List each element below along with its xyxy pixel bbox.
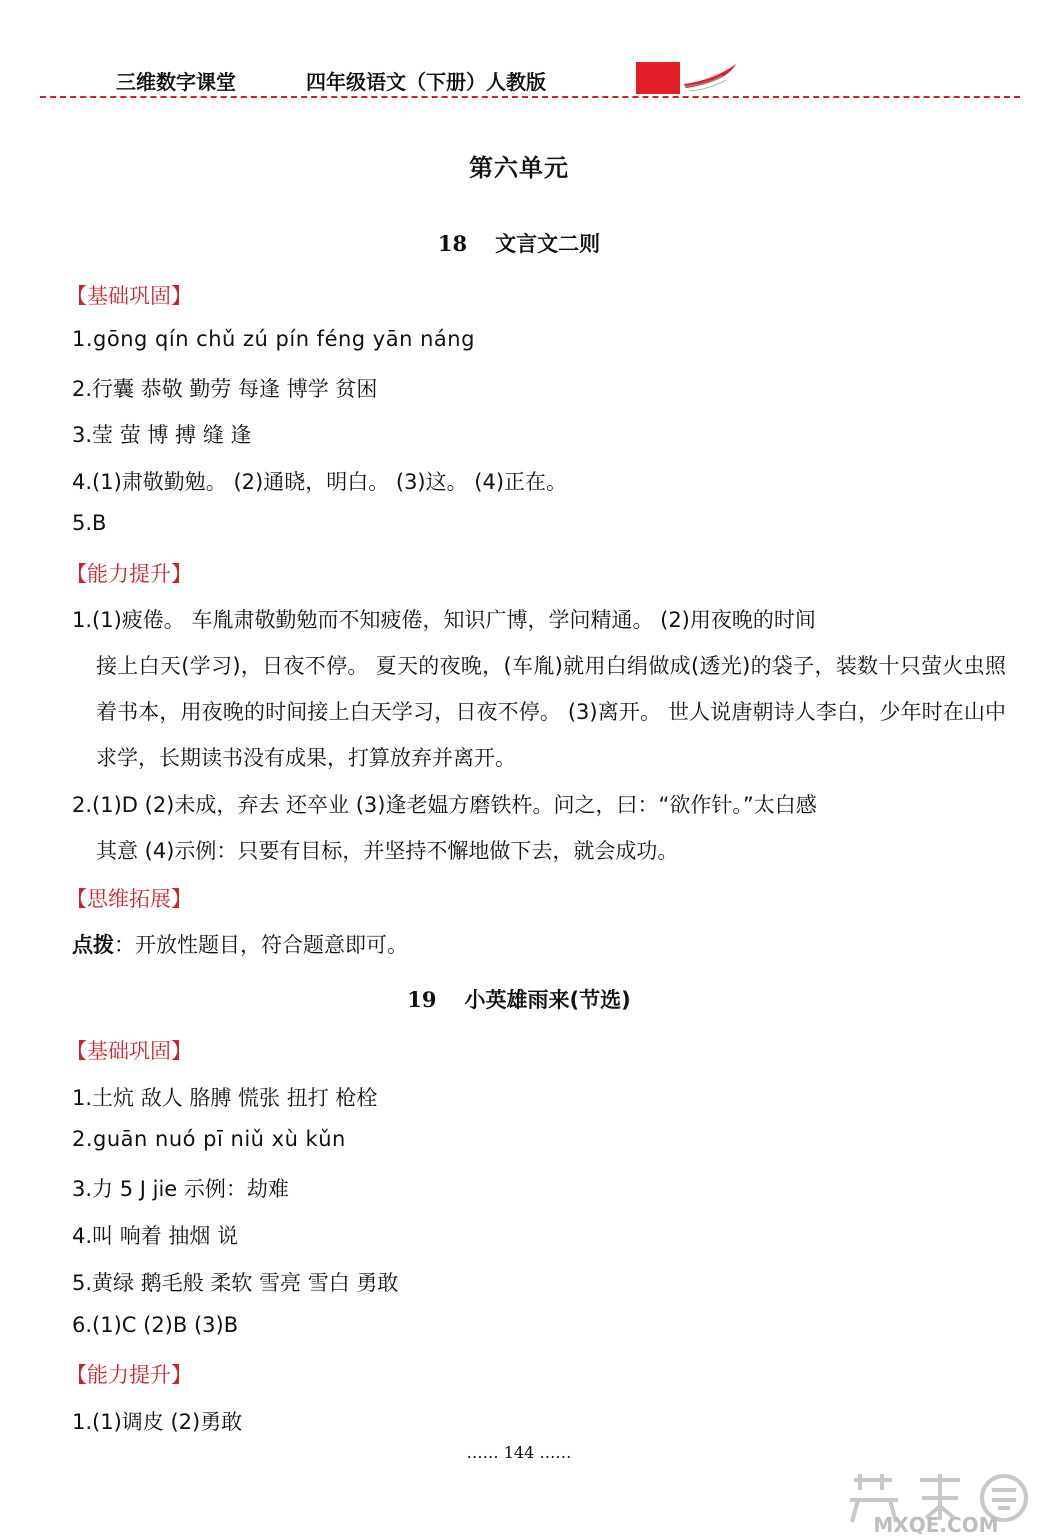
page-number: …… 144 …… — [466, 1443, 572, 1462]
section-tag-thinking: 【思维拓展】 — [66, 887, 192, 911]
section-tag-ability: 【能力提升】 — [66, 562, 192, 586]
answer-line: 6.(1)C (2)B (3)B — [72, 1313, 239, 1337]
answer-line: 4.(1)肃敬勤勉。 (2)通晓，明白。 (3)这。 (4)正在。 — [72, 470, 568, 494]
lesson-18-heading — [0, 228, 1038, 258]
hint-line — [72, 929, 408, 959]
paragraph-first-line: 2.(1)D (2)未成，弃去 还卒业 (3)逢老媪方磨铁杵。问之，曰：“欲作针。”太白感 — [72, 793, 817, 817]
answer-line: 1.土炕 敌人 胳膊 慌张 扭打 枪栓 — [72, 1086, 378, 1110]
lesson-19-number: 19 — [407, 987, 437, 1012]
paragraph-continuation: 接上白天(学习)，日夜不停。 夏天的夜晚，(车胤)就用白绢做成(透光)的袋子，装数十只萤火虫照着书本，用夜晚的时间接上白天学习，日夜不停。 (3)离开。 世人说唐朝诗人李白，少年时在山中求学，长期读书没有成果，打算放弃并离开。 — [96, 654, 1006, 770]
section-tag-basics: 【基础巩固】 — [66, 284, 192, 308]
running-header — [40, 58, 1020, 100]
paragraph-first-line: 1.(1)疲倦。 车胤肃敬勤勉而不知疲倦，知识广博，学问精通。 (2)用夜晚的时间 — [72, 608, 816, 632]
unit-title: 第六单元 — [469, 154, 569, 182]
answer-line: 5.黄绿 鹅毛般 柔软 雪亮 雪白 勇敢 — [72, 1271, 399, 1295]
series-name: 三维数字课堂 — [116, 70, 236, 94]
hint-label: 点拨 — [72, 933, 114, 957]
section-tag-ability: 【能力提升】 — [66, 1363, 192, 1387]
answer-line: 2.行囊 恭敬 勤劳 每逢 博学 贫困 — [72, 377, 378, 401]
book-title: 四年级语文（下册）人教版 — [306, 70, 546, 94]
hint-text: ：开放性题目，符合题意即可。 — [114, 933, 408, 957]
answer-line: 3.莹 萤 博 搏 缝 逢 — [72, 423, 252, 447]
lesson-19-heading — [0, 984, 1038, 1014]
answer-line: 4.叫 响着 抽烟 说 — [72, 1224, 239, 1248]
answer-line: 5.B — [72, 511, 107, 535]
lesson-18-number: 18 — [437, 231, 468, 256]
answer-line: 2.guān nuó pī niǔ xù kǔn — [72, 1127, 346, 1151]
paragraph-continuation: 其意 (4)示例：只要有目标，并坚持不懈地做下去，就会成功。 — [96, 839, 679, 863]
section-tag-basics: 【基础巩固】 — [66, 1039, 192, 1063]
answer-line: 3.力 5 J jie 示例：劫难 — [72, 1177, 289, 1201]
watermark-logo-icon — [836, 1470, 1036, 1534]
answer-line: 1.gōng qín chǔ zú pín féng yān náng — [72, 327, 475, 351]
rocket-logo-icon — [636, 58, 746, 100]
watermark-text: MXQE.COM — [873, 1513, 999, 1534]
header-dashed-rule — [40, 96, 1020, 98]
answer-line: 1.(1)调皮 (2)勇敢 — [72, 1410, 243, 1434]
answer-paragraph — [72, 597, 1006, 781]
lesson-19-title: 小英雄雨来(节选) — [464, 988, 631, 1012]
lesson-18-title: 文言文二则 — [495, 232, 601, 256]
answer-paragraph — [72, 782, 1006, 874]
